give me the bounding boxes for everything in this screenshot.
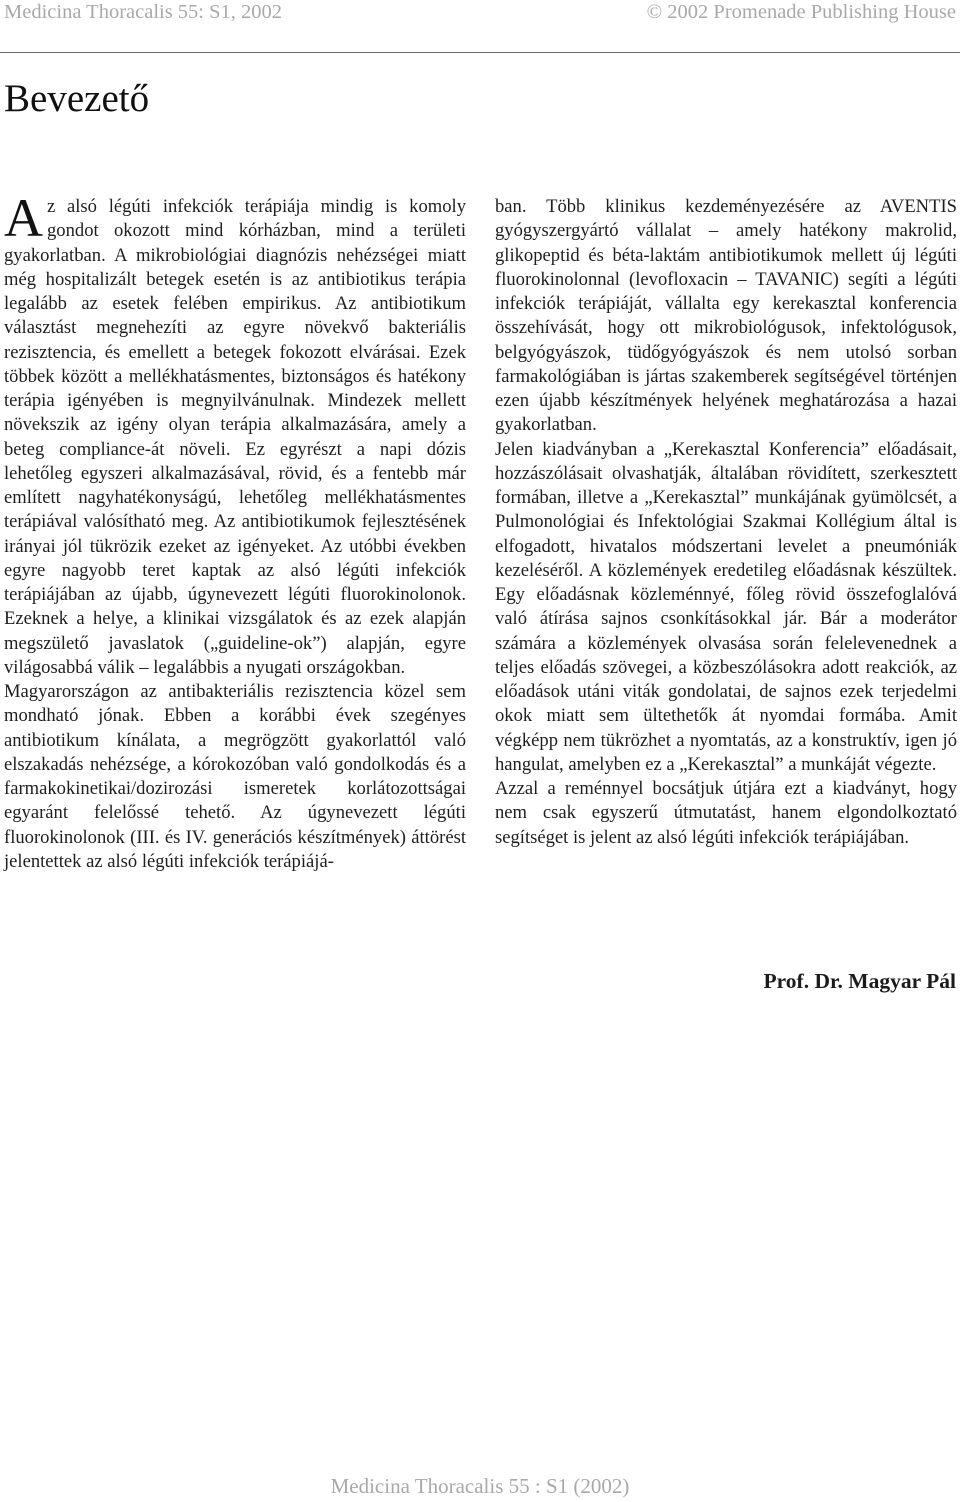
page-footer: Medicina Thoracalis 55 : S1 (2002) [330, 1474, 630, 1498]
journal-citation: Medicina Thoracalis 55: S1, 2002 [4, 1, 283, 23]
right-column [495, 195, 957, 850]
header-divider [0, 52, 960, 53]
paragraph: Jelen kiadványban a „Kerekasztal Konferencia” előadásait, hozzászólásait olvashatják, általában rövidített, szerkesztett formában, illetve a „Kerekasztal” munkájának gyümölcsét, a Pulmonológiai és Infektológiai Szakmai Kollégium által is elfogadott, hivatalos módszertani levelet a pneumóniák kezeléséről. A közlemények eredetileg előadásnak készültek. Egy előadásnak közleménnyé, főleg rövid összefoglalóvá való átírása sajnos csonkításokkal jár. Bár a moderátor számára a közlemények olvasása során felelevenednek a teljes előadás szövegei, a közbeszólásokra adott reakciók, az előadások utáni viták gondolatai, de sajnos ezek terjedelmi okok miatt sem ültethetők át nyomdai formába. Amit végképp nem tükrözhet a nyomtatás, az a konstruktív, igen jó hangulat, amelyben ez a „Kerekasztal” a munkáját végezte. [495, 438, 957, 775]
dropcap-letter: A [4, 188, 43, 248]
page-title: Bevezető [4, 77, 150, 120]
paragraph: ban. Több klinikus kezdeményezésére az AVENTIS gyógyszergyártó vállalat – amely hatékony makrolid, glikopeptid és béta-laktám antibiotikumok mellett új légúti fluorokinolonnal (levofloxacin – TAVANIC) segíti a légúti infekciók terápiáját, vállalta egy kerekasztal konferencia összehívását, hogy ott mikrobiológusok, infektológusok, belgyógyászok, tüdőgyógyászok és nem utolsó sorban farmakológiában is jártas szakemberek segítségével történjen ezen újabb készítmények helyének meghatározása a hazai gyakorlatban. [495, 196, 957, 436]
author-signature: Prof. Dr. Magyar Pál [763, 969, 956, 993]
paragraph-text: z alsó légúti infekciók terápiája mindig is komoly gondot okozott mind kórházban, mind a területi gyakorlatban. A mikrobiológiai diagnózis nehézségei miatt még hospitalizált betegek esetén is az antibiotikus terápia legalább az esetek felében empirikus. Az antibiotikum választást megnehezíti az egyre növekvő bakteriális rezisztencia, és emellett a betegek fokozott elvárásai. Ezek többek között a mellékhatásmentes, biztonságos és hatékony terápia igényében is megnyilvánulnak. Mindezek mellett növekszik az igény olyan terápia alkalmazására, amely a beteg compliance-át növeli. Ez egyrészt a napi dózis lehetőleg egyszeri alkalmazásával, rövid, és a fentebb már említett nagyhatékonyságú, lehetőleg mellékhatásmentes terápiával valósítható meg. Az antibiotikumok fejlesztésének irányai jól tükrözik ezeket az igényeket. Az utóbbi években egyre nagyobb teret kaptak az alsó légúti infekciók terápiájában az újabb, úgynevezett légúti fluorokinolonok. Ezeknek a helye, a klinikai vizsgálatok és az ezek alapján megszülető javaslatok („guideline-ok”) alapján, egyre világosabbá válik – legalábbis a nyugati országokban. [4, 196, 466, 678]
paragraph: Magyarországon az antibakteriális rezisztencia közel sem mondható jónak. Ebben a korábbi évek szegényes antibiotikum kínálata, a megrögzött gyakorlattól való elszakadás nehézsége, a kórokozóban való gondolkodás és a farmakokinetikai/dozirozási ismeretek korlátozottságai egyaránt felelőssé tehető. Az úgynevezett légúti fluorokinolonok (III. és IV. generációs készítmények) áttörést jelentettek az alsó légúti infekciók terápiájá- [4, 681, 466, 872]
left-column [4, 188, 466, 874]
paragraph: Azzal a reménnyel bocsátjuk útjára ezt a kiadványt, hogy nem csak egyszerű útmutatást, hanem elgondolkoztató segítséget is jelent az alsó légúti infekciók terápiájában. [495, 778, 957, 848]
page-header [0, 0, 960, 28]
paragraph [4, 188, 466, 680]
copyright-notice: © 2002 Promenade Publishing House [646, 1, 956, 23]
